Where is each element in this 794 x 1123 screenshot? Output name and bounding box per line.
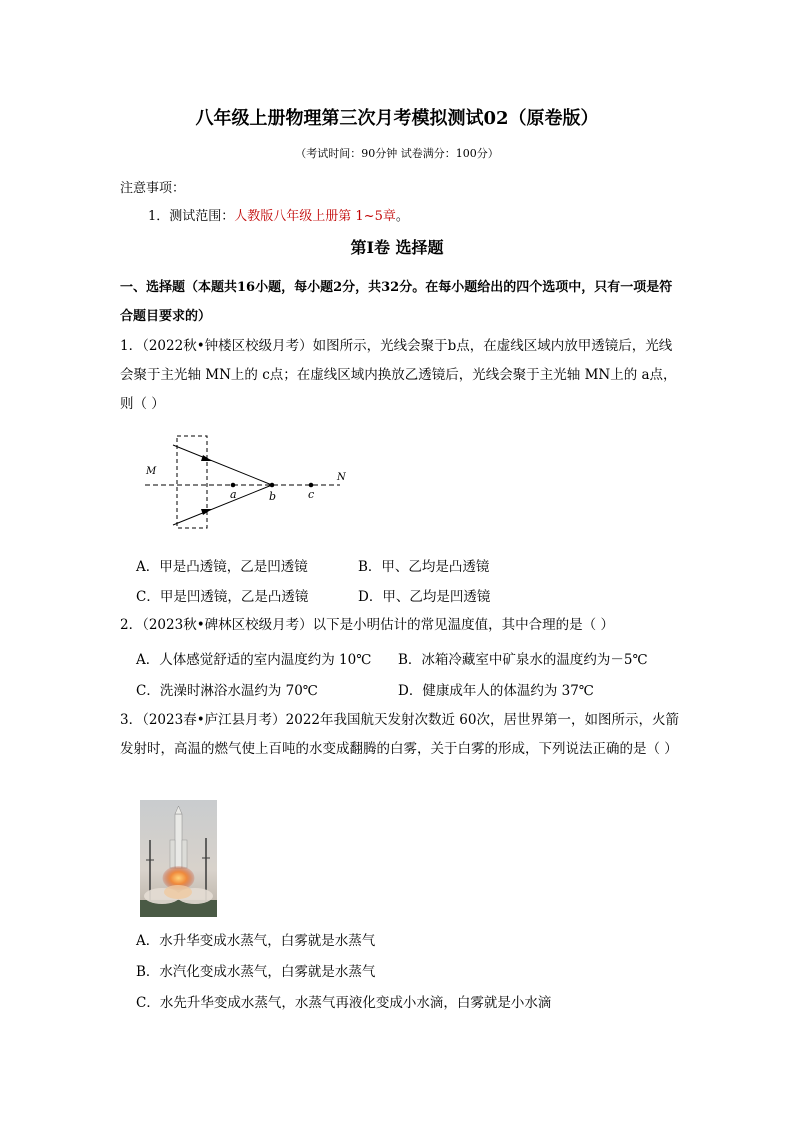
question-2-option-b: B．冰箱冷藏室中矿泉水的温度约为－5℃ <box>398 652 648 668</box>
lens-ray-diagram <box>140 430 360 535</box>
label-c: c <box>308 488 315 501</box>
notice-item-prefix: 1．测试范围： <box>148 209 235 224</box>
label-n: N <box>337 472 346 483</box>
lens-region-box <box>177 436 207 528</box>
notice-item-scope <box>148 205 409 224</box>
question-2-stem: 2．（2023秋•碑林区校级月考）以下是小明估计的常见温度值，其中合理的是（ ） <box>120 617 614 633</box>
question-1-stem: 1．（2022秋•钟楼区校级月考）如图所示，光线会聚于b点，在虚线区域内放甲透镜后，光线会聚于主光轴 MN上的 c点；在虚线区域内换放乙透镜后，光线会聚于主光轴 MN上的 a点，则（ ） <box>120 338 677 412</box>
part-one-instructions: 一、选择题（本题共16小题，每小题2分，共32分。在每小题给出的四个选项中，只有一项是符合题目要求的） <box>120 280 673 324</box>
question-2-option-a: A．人体感觉舒适的室内温度约为 10℃ <box>136 652 372 668</box>
notice-item-scope-value: 人教版八年级上册第 1~5章 <box>234 209 396 224</box>
question-3-option-b: B．水汽化变成水蒸气，白雾就是水蒸气 <box>136 964 376 980</box>
section-title: 第Ⅰ卷 选择题 <box>350 238 444 257</box>
notice-heading: 注意事项： <box>120 181 186 196</box>
point-a <box>231 483 236 488</box>
upper-ray <box>173 445 272 485</box>
question-2-option-c: C．洗澡时淋浴水温约为 70℃ <box>136 683 318 699</box>
question-1-option-d: D．甲、乙均是凹透镜 <box>358 589 491 605</box>
rocket-launch-photo <box>140 800 217 917</box>
label-b: b <box>269 490 277 503</box>
notice-item-suffix: 。 <box>395 209 409 224</box>
question-3-option-c: C．水先升华变成水蒸气，水蒸气再液化变成小水滴，白雾就是小水滴 <box>136 995 552 1011</box>
label-a: a <box>230 488 237 501</box>
question-3-option-a: A．水升华变成水蒸气，白雾就是水蒸气 <box>136 933 376 949</box>
lower-ray <box>173 485 272 525</box>
question-2-option-d: D．健康成年人的体温约为 37℃ <box>398 683 594 699</box>
question-1-option-b: B．甲、乙均是凸透镜 <box>358 559 490 575</box>
question-1-option-a: A．甲是凸透镜，乙是凹透镜 <box>136 559 308 575</box>
point-b <box>270 483 275 488</box>
page-title: 八年级上册物理第三次月考模拟测试02（原卷版） <box>195 108 599 129</box>
point-c <box>309 483 314 488</box>
exam-info: （考试时间：90分钟 试卷满分：100分） <box>295 147 499 160</box>
question-1-option-c: C．甲是凹透镜，乙是凸透镜 <box>136 589 309 605</box>
question-3-stem: 3．（2023春•庐江县月考）2022年我国航天发射次数近 60次，居世界第一，如图所示，火箭发射时，高温的燃气使上百吨的水变成翻腾的白雾，关于白雾的形成，下列说法正确的是（ ） <box>120 712 679 757</box>
label-m: M <box>146 466 157 477</box>
